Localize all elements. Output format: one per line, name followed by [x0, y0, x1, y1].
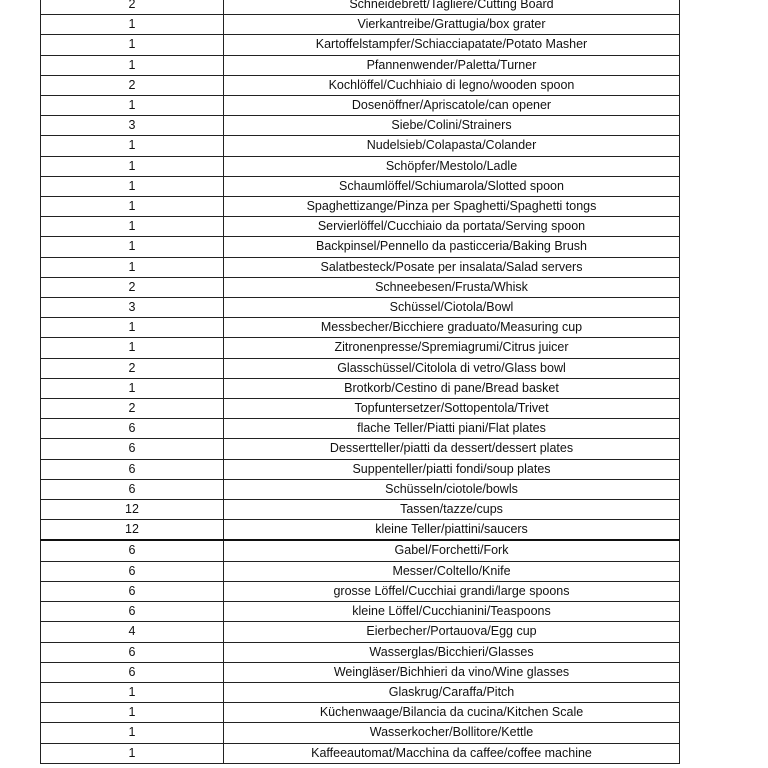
table-row: [41, 156, 680, 176]
table-row: [41, 520, 680, 541]
item-name-cell: Wasserkocher/Bollitore/Kettle: [224, 723, 680, 743]
quantity-cell: 12: [41, 500, 224, 520]
item-name-cell: Backpinsel/Pennello da pasticceria/Baking Brush: [224, 237, 680, 257]
item-name-cell: Dessertteller/piatti da dessert/dessert plates: [224, 439, 680, 459]
item-name-cell: Kaffeeautomat/Macchina da caffee/coffee machine: [224, 743, 680, 763]
item-name-cell: Spaghettizange/Pinza per Spaghetti/Spaghetti tongs: [224, 197, 680, 217]
table-row: [41, 581, 680, 601]
quantity-cell: 6: [41, 419, 224, 439]
table-row: [41, 399, 680, 419]
quantity-cell: 3: [41, 116, 224, 136]
table-row: [41, 419, 680, 439]
item-name-cell: Suppenteller/piatti fondi/soup plates: [224, 459, 680, 479]
table-row: [41, 682, 680, 702]
table-row: [41, 622, 680, 642]
quantity-cell: 6: [41, 540, 224, 561]
item-name-cell: Nudelsieb/Colapasta/Colander: [224, 136, 680, 156]
quantity-cell: 1: [41, 378, 224, 398]
quantity-cell: 1: [41, 703, 224, 723]
quantity-cell: 2: [41, 277, 224, 297]
table-row: [41, 743, 680, 763]
table-row: [41, 459, 680, 479]
quantity-cell: 3: [41, 298, 224, 318]
item-name-cell: Weingläser/Bichhieri da vino/Wine glasses: [224, 662, 680, 682]
table-row: [41, 500, 680, 520]
table-row: [41, 197, 680, 217]
item-name-cell: Messbecher/Bicchiere graduato/Measuring cup: [224, 318, 680, 338]
quantity-cell: 1: [41, 257, 224, 277]
inventory-table: [40, 0, 680, 764]
table-row: [41, 338, 680, 358]
item-name-cell: kleine Teller/piattini/saucers: [224, 520, 680, 541]
quantity-cell: 1: [41, 136, 224, 156]
table-row: [41, 136, 680, 156]
item-name-cell: grosse Löffel/Cucchiai grandi/large spoons: [224, 581, 680, 601]
item-name-cell: Topfuntersetzer/Sottopentola/Trivet: [224, 399, 680, 419]
quantity-cell: 6: [41, 602, 224, 622]
item-name-cell: Eierbecher/Portauova/Egg cup: [224, 622, 680, 642]
quantity-cell: 1: [41, 318, 224, 338]
item-name-cell: Kartoffelstampfer/Schiacciapatate/Potato Masher: [224, 35, 680, 55]
table-row: [41, 378, 680, 398]
table-row: [41, 642, 680, 662]
quantity-cell: 1: [41, 723, 224, 743]
table-row: [41, 439, 680, 459]
table-row: [41, 176, 680, 196]
table-row: [41, 723, 680, 743]
item-name-cell: Küchenwaage/Bilancia da cucina/Kitchen Scale: [224, 703, 680, 723]
quantity-cell: 6: [41, 561, 224, 581]
quantity-cell: 1: [41, 682, 224, 702]
quantity-cell: 1: [41, 237, 224, 257]
table-row: [41, 96, 680, 116]
quantity-cell: 2: [41, 358, 224, 378]
quantity-cell: 6: [41, 642, 224, 662]
item-name-cell: Schüssel/Ciotola/Bowl: [224, 298, 680, 318]
quantity-cell: 1: [41, 743, 224, 763]
quantity-cell: 4: [41, 622, 224, 642]
quantity-cell: 6: [41, 479, 224, 499]
quantity-cell: 12: [41, 520, 224, 541]
item-name-cell: Salatbesteck/Posate per insalata/Salad servers: [224, 257, 680, 277]
table-row: [41, 277, 680, 297]
table-row: [41, 479, 680, 499]
item-name-cell: Schüsseln/ciotole/bowls: [224, 479, 680, 499]
table-row: [41, 75, 680, 95]
quantity-cell: 1: [41, 35, 224, 55]
item-name-cell: Wasserglas/Bicchieri/Glasses: [224, 642, 680, 662]
quantity-cell: 1: [41, 338, 224, 358]
item-name-cell: Siebe/Colini/Strainers: [224, 116, 680, 136]
table-row: [41, 703, 680, 723]
table-row: [41, 237, 680, 257]
item-name-cell: Pfannenwender/Paletta/Turner: [224, 55, 680, 75]
quantity-cell: 1: [41, 55, 224, 75]
quantity-cell: 2: [41, 0, 224, 15]
table-row: [41, 35, 680, 55]
item-name-cell: Glasschüssel/Citolola di vetro/Glass bowl: [224, 358, 680, 378]
quantity-cell: 6: [41, 662, 224, 682]
quantity-cell: 1: [41, 156, 224, 176]
item-name-cell: Dosenöffner/Apriscatole/can opener: [224, 96, 680, 116]
quantity-cell: 6: [41, 581, 224, 601]
quantity-cell: 2: [41, 75, 224, 95]
item-name-cell: Schneidebrett/Tagliere/Cutting Board: [224, 0, 680, 15]
item-name-cell: kleine Löffel/Cucchianini/Teaspoons: [224, 602, 680, 622]
table-row: [41, 358, 680, 378]
item-name-cell: Zitronenpresse/Spremiagrumi/Citrus juicer: [224, 338, 680, 358]
quantity-cell: 1: [41, 176, 224, 196]
item-name-cell: Schöpfer/Mestolo/Ladle: [224, 156, 680, 176]
quantity-cell: 2: [41, 399, 224, 419]
item-name-cell: Servierlöffel/Cucchiaio da portata/Serving spoon: [224, 217, 680, 237]
table-row: [41, 217, 680, 237]
item-name-cell: flache Teller/Piatti piani/Flat plates: [224, 419, 680, 439]
table-row: [41, 0, 680, 15]
item-name-cell: Vierkantreibe/Grattugia/box grater: [224, 15, 680, 35]
quantity-cell: 6: [41, 439, 224, 459]
item-name-cell: Messer/Coltello/Knife: [224, 561, 680, 581]
quantity-cell: 6: [41, 459, 224, 479]
quantity-cell: 1: [41, 197, 224, 217]
table-row: [41, 540, 680, 561]
quantity-cell: 1: [41, 217, 224, 237]
table-row: [41, 257, 680, 277]
quantity-cell: 1: [41, 15, 224, 35]
quantity-cell: 1: [41, 96, 224, 116]
item-name-cell: Schneebesen/Frusta/Whisk: [224, 277, 680, 297]
table-row: [41, 15, 680, 35]
item-name-cell: Brotkorb/Cestino di pane/Bread basket: [224, 378, 680, 398]
item-name-cell: Kochlöffel/Cuchhiaio di legno/wooden spoon: [224, 75, 680, 95]
table-row: [41, 55, 680, 75]
item-name-cell: Gabel/Forchetti/Fork: [224, 540, 680, 561]
table-row: [41, 662, 680, 682]
table-row: [41, 561, 680, 581]
table-row: [41, 116, 680, 136]
table-row: [41, 602, 680, 622]
item-name-cell: Schaumlöffel/Schiumarola/Slotted spoon: [224, 176, 680, 196]
table-row: [41, 318, 680, 338]
inventory-table-body: [41, 0, 680, 763]
item-name-cell: Tassen/tazze/cups: [224, 500, 680, 520]
item-name-cell: Glaskrug/Caraffa/Pitch: [224, 682, 680, 702]
table-row: [41, 298, 680, 318]
